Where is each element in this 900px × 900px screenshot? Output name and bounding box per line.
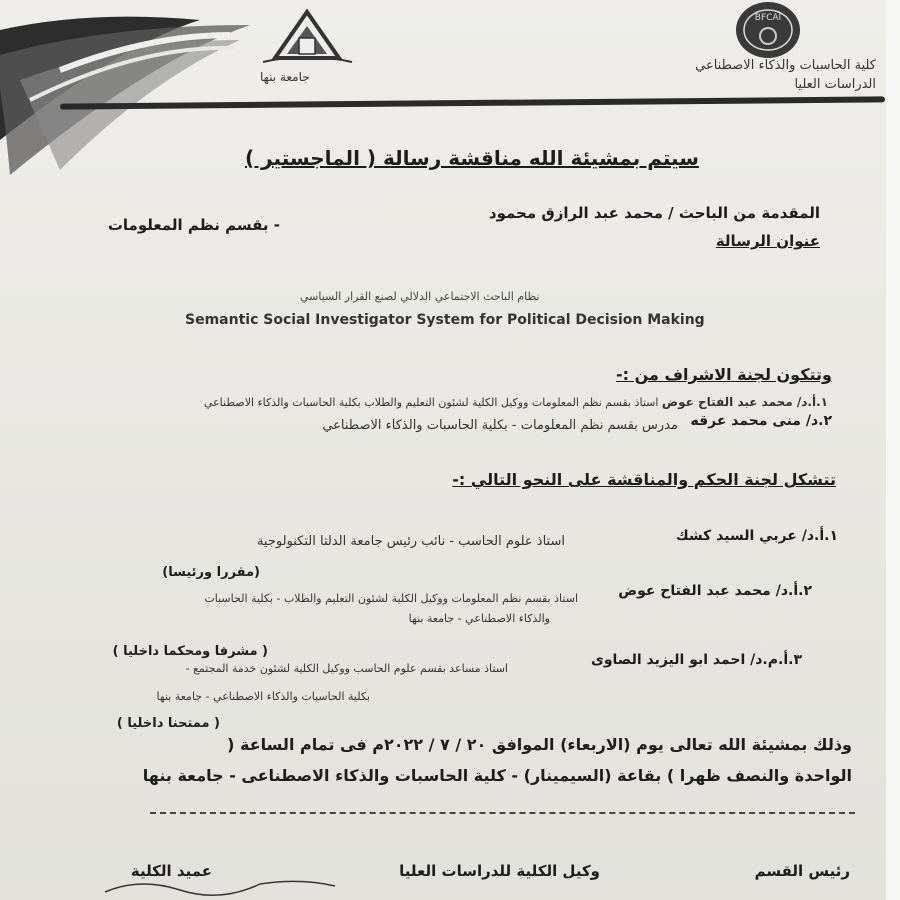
committee-member-1-role: (مقررا ورئيسا) <box>162 565 260 580</box>
committee-member-1-title: استاذ علوم الحاسب - نائب رئيس جامعة الدلتا التكنولوجية <box>256 534 565 549</box>
signature-dean: عميد الكلية <box>130 862 212 880</box>
college-name <box>695 56 876 94</box>
committee-member-2-title: استاذ بقسم نظم المعلومات ووكيل الكلية لشئون التعليم والطلاب - بكلية الحاسبات <box>204 592 578 605</box>
closing-line-1: وذلك بمشيئة الله تعالى يوم (الاربعاء) الموافق ٢٠ / ٧ / ٢٠٢٢م فى تمام الساعة ( <box>227 735 852 754</box>
committee-member-1-name: ١.أ.د/ عربي السيد كشك <box>675 528 838 544</box>
committee-heading: تتشكل لجنة الحكم والمناقشة على النحو التالي :- <box>452 470 836 489</box>
presenter-department: - بقسم نظم المعلومات <box>107 216 280 234</box>
college-name-line2: الدراسات العليا <box>794 77 876 92</box>
closing-line-2: الواحدة والنصف ظهرا ) بقاعة (السيمينار) - كلية الحاسبات والذكاء الاصطناعى - جامعة بنها <box>142 766 852 785</box>
supervisor-1 <box>204 395 828 409</box>
signature-vice-dean: وكيل الكلية للدراسات العليا <box>399 862 600 880</box>
page-edge <box>886 0 900 900</box>
committee-member-3-title: استاذ مساعد بقسم علوم الحاسب ووكيل الكلية لشئون خدمة المجتمع - <box>185 662 508 675</box>
supervisor-2-desc: مدرس بقسم نظم المعلومات - بكلية الحاسبات والذكاء الاصطناعي <box>322 418 678 433</box>
announcement-heading: سيتم بمشيئة الله مناقشة رسالة ( الماجستير ) <box>245 146 699 170</box>
committee-member-2-role: ( مشرفا ومحكما داخليا ) <box>112 644 268 659</box>
thesis-title-arabic: نظام الباحث الاجتماعي الدلالي لصنع القرار السياسي <box>300 290 540 303</box>
faculty-logo-text: BFCAI <box>754 13 782 23</box>
thesis-title-english: Semantic Social Investigator System for Political Decision Making <box>185 312 705 328</box>
committee-member-2-title2: والذكاء الاصطناعي - جامعة بنها <box>408 612 550 625</box>
handwritten-signature-icon <box>100 872 340 900</box>
thesis-title-label: عنوان الرسالة <box>715 232 820 250</box>
presenter-line: المقدمة من الباحث / محمد عبد الرازق محمود <box>488 204 820 222</box>
committee-member-3-title2: بكلية الحاسبات والذكاء الاصطناعي - جامعة بنها <box>156 690 370 703</box>
decorative-swoosh-graphic <box>0 0 260 190</box>
faculty-logo-icon <box>728 0 806 60</box>
university-name: جامعة بنها <box>260 70 310 84</box>
college-name-line1: كلية الحاسبات والذكاء الاصطناعي <box>695 58 876 73</box>
committee-member-2-name: ٢.أ.د/ محمد عبد الفتاح عوض <box>618 583 812 599</box>
supervisor-1-name: ١.أ.د/ محمد عبد الفتاح عوض <box>661 395 828 409</box>
supervisor-1-desc: استاذ بقسم نظم المعلومات ووكيل الكلية لشئون التعليم والطلاب بكلية الحاسبات والذكاء الاصطناعي <box>203 396 659 409</box>
supervisor-2-name: ٢.د/ منى محمد عرقه <box>690 413 832 429</box>
signature-department-head: رئيس القسم <box>754 862 850 880</box>
supervision-heading: وتتكون لجنة الاشراف من :- <box>615 365 832 384</box>
committee-member-3-name: ٣.أ.م.د/ احمد ابو اليزيد الصاوى <box>590 652 802 668</box>
committee-member-3-role: ( ممتحنا داخليا ) <box>116 716 220 731</box>
signature-divider <box>150 812 855 814</box>
